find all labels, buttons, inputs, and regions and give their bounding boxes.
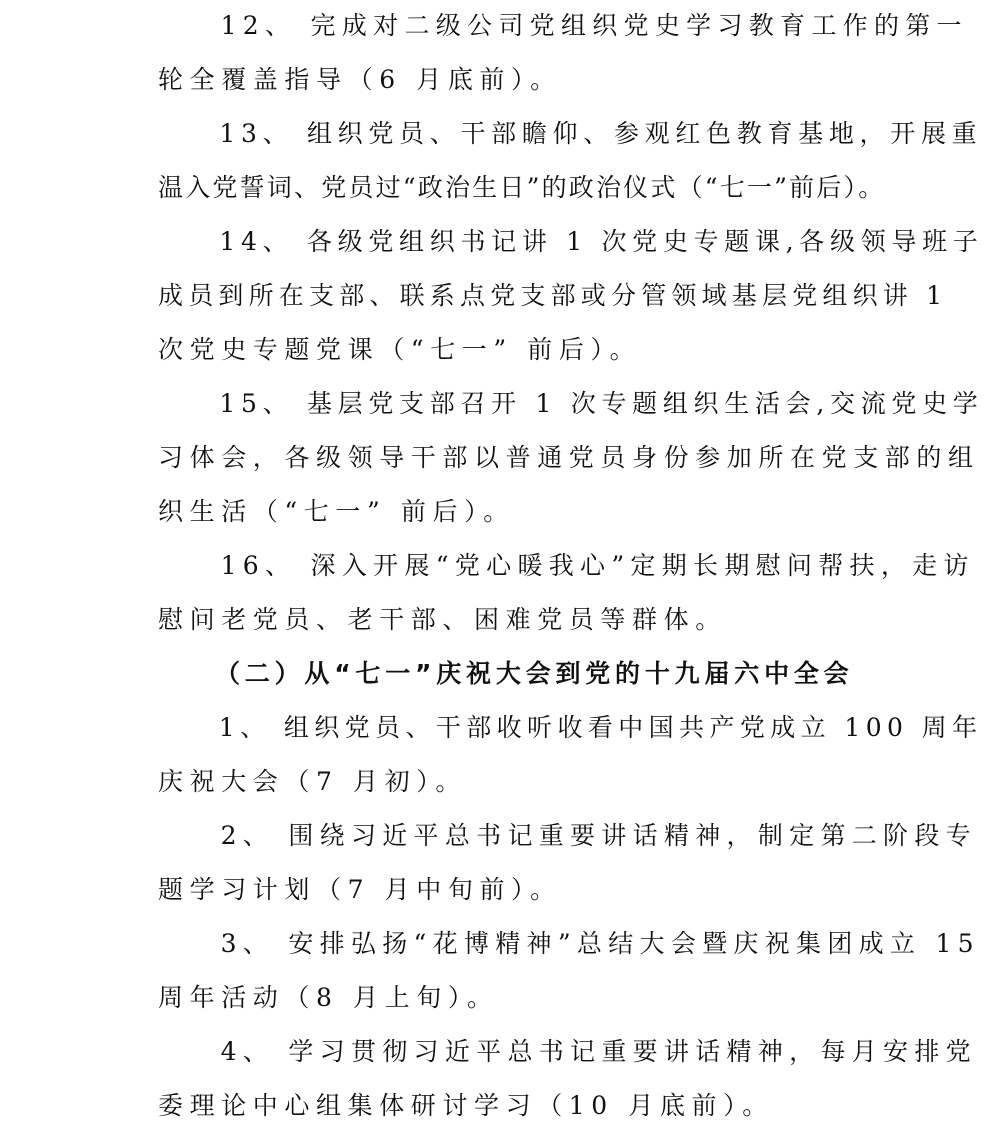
item-12-line-1: 12、 完成对二级公司党组织党史学习教育工作的第一	[158, 11, 968, 40]
item-13-line-2: 温入党誓词、党员过“政治生日”的政治仪式（“七一”前后）。	[158, 173, 886, 202]
item-15-line-2: 习体会，各级领导干部以普通党员身份参加所在党支部的组	[158, 443, 980, 472]
item-12-line-2: 轮全覆盖指导（6 月底前）。	[158, 65, 562, 94]
item-14-line-3: 次党史专题党课（“七一” 前后）。	[158, 335, 642, 364]
item-16-line-1: 16、 深入开展“党心暖我心”定期长期慰问帮扶，走访	[158, 551, 975, 580]
item-13-line-1: 13、 组织党员、干部瞻仰、参观红色教育基地，开展重	[158, 119, 983, 148]
item-14-line-1: 14、 各级党组织书记讲 1 次党史专题课,各级领导班子	[158, 227, 984, 256]
section-item-2-line-1: 2、 围绕习近平总书记重要讲话精神，制定第二阶段专	[158, 821, 977, 850]
section-item-4-line-1: 4、 学习贯彻习近平总书记重要讲话精神，每月安排党	[158, 1037, 977, 1066]
section-item-2-line-2: 题学习计划（7 月中旬前）。	[158, 875, 562, 904]
section-item-3-line-2: 周年活动（8 月上旬）。	[158, 983, 499, 1012]
item-14-line-2: 成员到所在支部、联系点党支部或分管领域基层党组织讲 1	[158, 281, 948, 310]
section-item-3-line-1: 3、 安排弘扬“花博精神”总结大会暨庆祝集团成立 15	[158, 929, 980, 958]
section-item-4-line-2: 委理论中心组集体研讨学习（10 月底前）。	[158, 1091, 774, 1120]
item-16-line-2: 慰问老党员、老干部、困难党员等群体。	[158, 605, 727, 634]
section-heading: （二）从“七一”庆祝大会到党的十九届六中全会	[215, 659, 854, 688]
item-15-line-3: 织生活（“七一” 前后）。	[158, 497, 515, 526]
item-15-line-1: 15、 基层党支部召开 1 次专题组织生活会,交流党史学	[158, 389, 984, 418]
section-item-1-line-2: 庆祝大会（7 月初）。	[158, 767, 467, 796]
section-item-1-line-1: 1、 组织党员、干部收听收看中国共产党成立 100 周年	[158, 713, 983, 742]
